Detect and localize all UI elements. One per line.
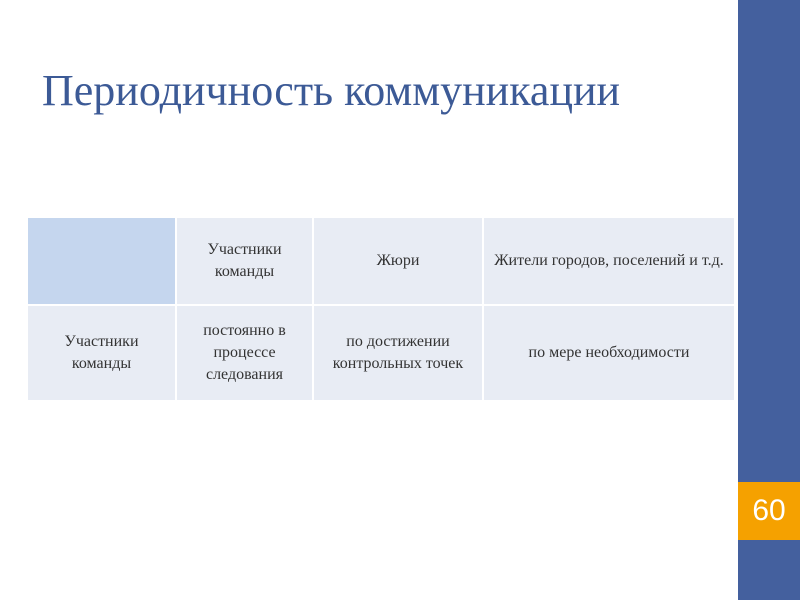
column-header-residents: Жители городов, поселений и т.д. bbox=[483, 218, 734, 305]
slide-title: Периодичность коммуникации bbox=[42, 66, 621, 115]
table-corner-cell bbox=[28, 218, 176, 305]
table-cell: по достижении контрольных точек bbox=[313, 305, 483, 400]
column-header-jury: Жюри bbox=[313, 218, 483, 305]
table-cell: постоянно в процессе следования bbox=[176, 305, 313, 400]
communication-table bbox=[28, 218, 734, 400]
page-number-badge: 60 bbox=[738, 482, 800, 540]
table-row bbox=[28, 305, 734, 400]
column-header-team-members: Участники команды bbox=[176, 218, 313, 305]
table-cell: по мере необходимости bbox=[483, 305, 734, 400]
row-header-team-members: Участники команды bbox=[28, 305, 176, 400]
table-header-row bbox=[28, 218, 734, 305]
